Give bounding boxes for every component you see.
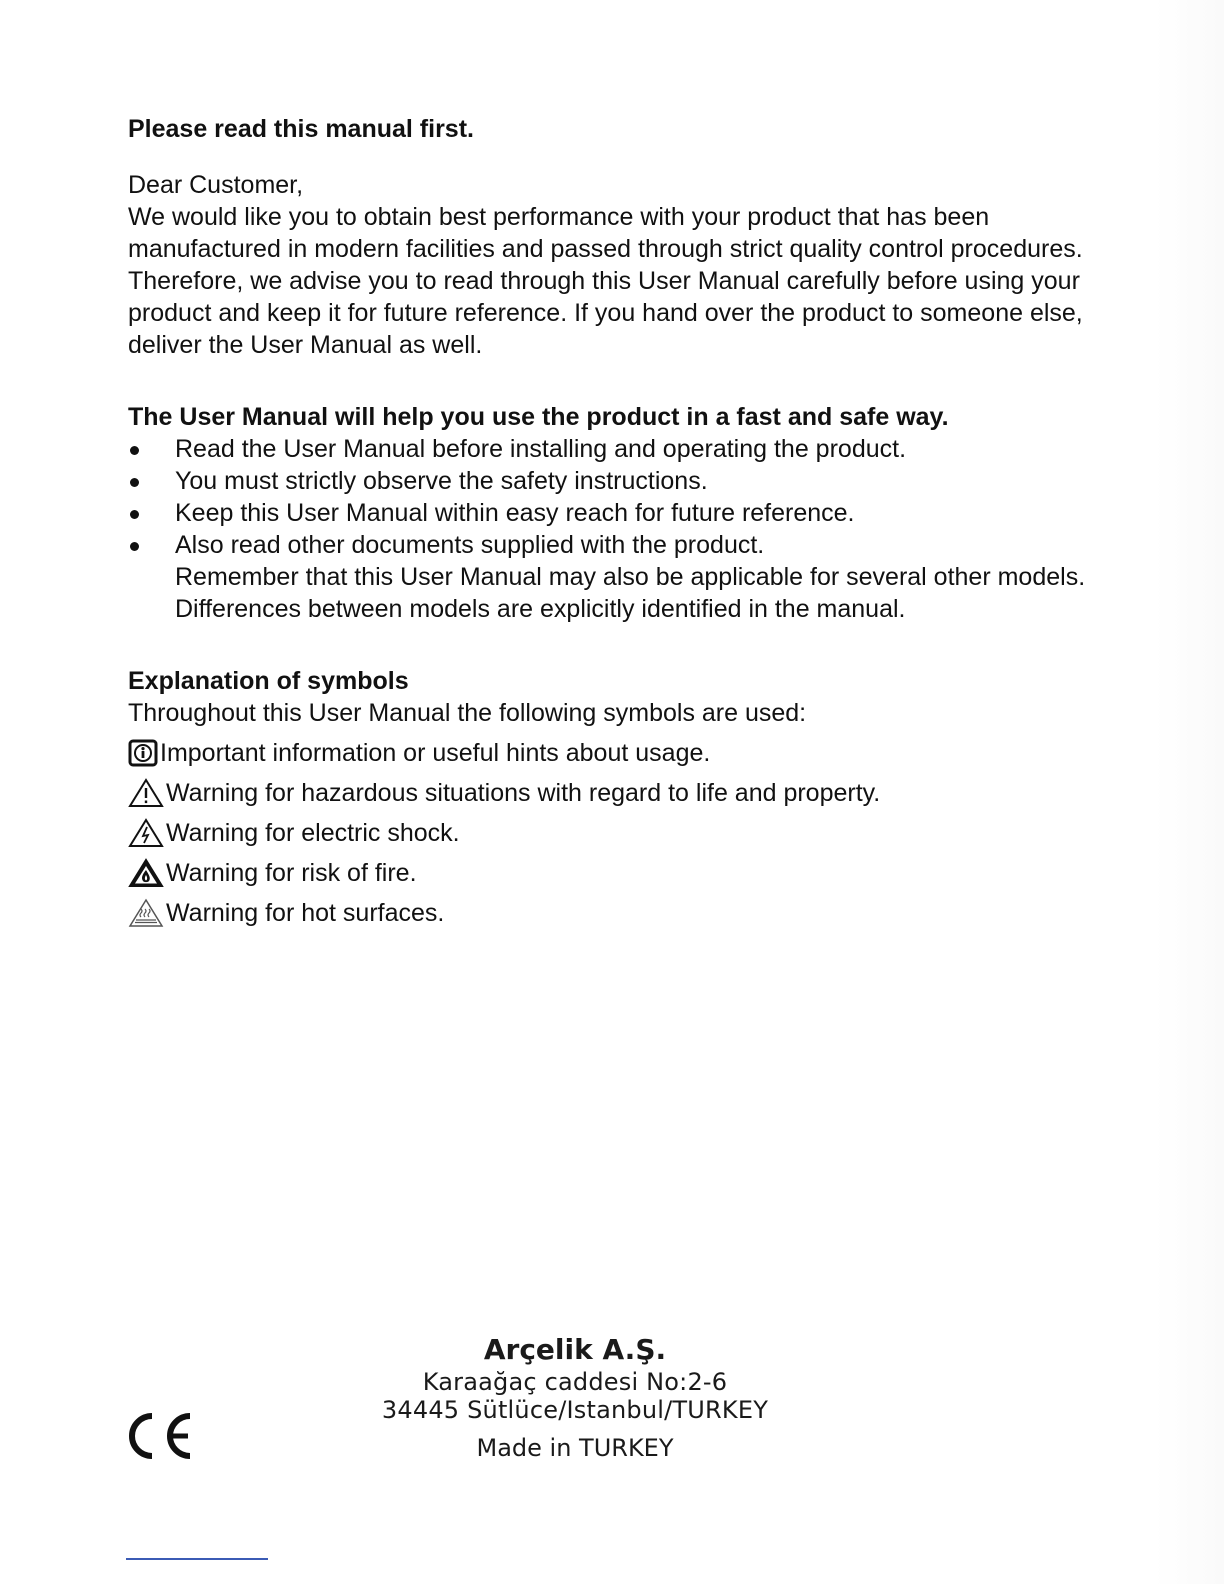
differences-note: Differences between models are explicitly identified in the manual. [175, 595, 906, 623]
list-item-text: You must strictly observe the safety instructions. [175, 467, 708, 495]
ce-mark-icon [126, 1410, 196, 1462]
warning-triangle-icon [128, 778, 164, 808]
list-item [128, 529, 1108, 561]
list-item [128, 433, 1108, 465]
list-item-text: Read the User Manual before installing and operating the product. [175, 435, 907, 463]
intro-title: Please read this manual first. [128, 115, 474, 143]
symbol-row-warning [128, 773, 1108, 813]
made-in: Made in TURKEY [476, 1434, 674, 1462]
bullet-icon [130, 446, 139, 455]
models-note: Remember that this User Manual may also be applicable for several other models. [175, 563, 1086, 591]
manufacturer-address [375, 1332, 775, 1462]
address-city: 34445 Sütlüce/Istanbul/TURKEY [381, 1396, 769, 1424]
list-item [128, 497, 1108, 529]
address-street: Karaağaç caddesi No:2-6 [422, 1368, 728, 1396]
symbols-intro: Throughout this User Manual the following symbols are used: [128, 699, 807, 727]
symbol-text: Important information or useful hints about usage. [160, 739, 711, 767]
company-name: Arçelik A.Ş. [483, 1333, 667, 1366]
symbol-text: Warning for hot surfaces. [166, 899, 445, 927]
fire-risk-icon [128, 858, 164, 888]
symbol-text: Warning for electric shock. [166, 819, 460, 847]
list-item-text: Also read other documents supplied with the product. [175, 531, 765, 559]
intro-paragraph-1: We would like you to obtain best performance with your product that has been manufactured in modern facilities and passed through strict quality control procedures. [128, 203, 1083, 263]
bullet-icon [130, 478, 139, 487]
symbol-text: Warning for risk of fire. [166, 859, 417, 887]
list-item [128, 465, 1108, 497]
info-icon [128, 739, 158, 767]
page-edge-shade [1154, 0, 1224, 1584]
symbol-row-electric [128, 813, 1108, 853]
hot-surface-icon [128, 898, 164, 928]
salutation: Dear Customer, [128, 171, 304, 199]
symbol-row-info [128, 733, 1108, 773]
symbol-row-hot-surface [128, 893, 1108, 933]
symbol-text: Warning for hazardous situations with regard to life and property. [166, 779, 881, 807]
electric-shock-icon [128, 818, 164, 848]
manual-content [128, 113, 1108, 933]
bullet-icon [130, 510, 139, 519]
intro-paragraph-2: Therefore, we advise you to read through this User Manual carefully before using your product and keep it for future reference. If you hand over the product to someone else, deliver the User Manual as well. [128, 267, 1083, 359]
symbols-title: Explanation of symbols [128, 667, 409, 695]
help-title: The User Manual will help you use the product in a fast and safe way. [128, 403, 949, 431]
footer-rule [126, 1558, 268, 1560]
symbol-row-fire [128, 853, 1108, 893]
list-item-text: Keep this User Manual within easy reach for future reference. [175, 499, 855, 527]
help-bullet-list [128, 433, 1108, 561]
bullet-icon [130, 542, 139, 551]
